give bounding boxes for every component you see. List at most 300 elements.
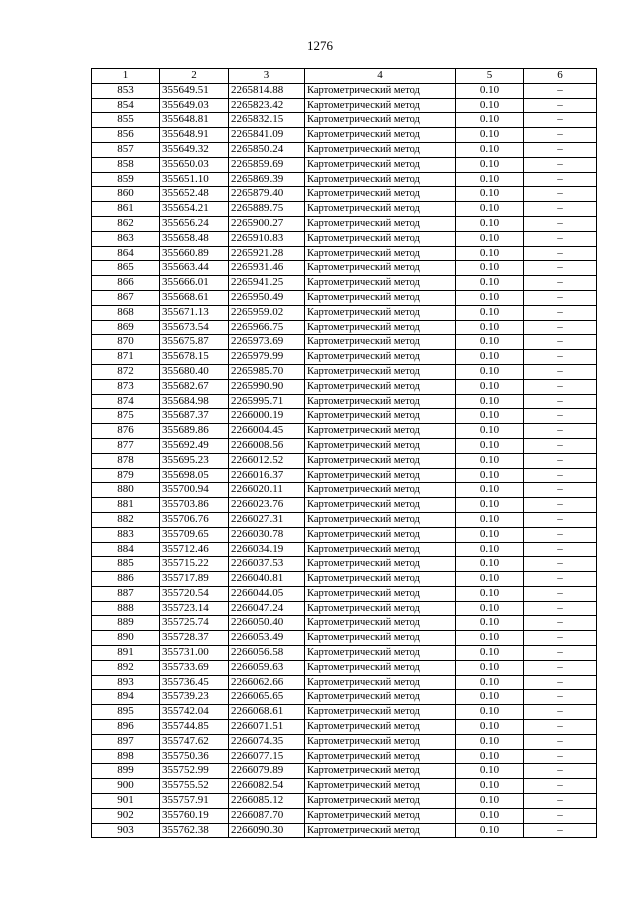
cell-y-coordinate: 2266050.40 (229, 616, 305, 631)
cell-x-coordinate: 355706.76 (160, 512, 229, 527)
cell-x-coordinate: 355660.89 (160, 246, 229, 261)
cell-method: Картометрический метод (305, 527, 456, 542)
cell-x-coordinate: 355731.00 (160, 646, 229, 661)
cell-method: Картометрический метод (305, 675, 456, 690)
table-row (92, 631, 597, 646)
cell-point-number: 889 (92, 616, 160, 631)
cell-method: Картометрический метод (305, 379, 456, 394)
table-row (92, 409, 597, 424)
cell-point-number: 887 (92, 586, 160, 601)
cell-y-coordinate: 2266004.45 (229, 424, 305, 439)
table-row (92, 572, 597, 587)
cell-accuracy: 0.10 (456, 498, 524, 513)
cell-note: – (524, 631, 597, 646)
cell-note: – (524, 379, 597, 394)
cell-point-number: 856 (92, 128, 160, 143)
cell-method: Картометрический метод (305, 734, 456, 749)
cell-accuracy: 0.10 (456, 720, 524, 735)
cell-x-coordinate: 355648.81 (160, 113, 229, 128)
cell-x-coordinate: 355752.99 (160, 764, 229, 779)
cell-y-coordinate: 2266071.51 (229, 720, 305, 735)
cell-method: Картометрический метод (305, 364, 456, 379)
cell-x-coordinate: 355687.37 (160, 409, 229, 424)
cell-note: – (524, 779, 597, 794)
cell-note: – (524, 261, 597, 276)
cell-point-number: 890 (92, 631, 160, 646)
cell-note: – (524, 409, 597, 424)
cell-note: – (524, 172, 597, 187)
cell-y-coordinate: 2265931.46 (229, 261, 305, 276)
cell-x-coordinate: 355649.32 (160, 142, 229, 157)
cell-point-number: 880 (92, 483, 160, 498)
cell-y-coordinate: 2266034.19 (229, 542, 305, 557)
table-row (92, 113, 597, 128)
cell-accuracy: 0.10 (456, 305, 524, 320)
cell-method: Картометрический метод (305, 764, 456, 779)
table-row (92, 764, 597, 779)
cell-accuracy: 0.10 (456, 216, 524, 231)
cell-method: Картометрический метод (305, 276, 456, 291)
cell-y-coordinate: 2266027.31 (229, 512, 305, 527)
cell-accuracy: 0.10 (456, 557, 524, 572)
cell-y-coordinate: 2265889.75 (229, 202, 305, 217)
column-header-6: 6 (524, 69, 597, 84)
cell-accuracy: 0.10 (456, 660, 524, 675)
cell-point-number: 898 (92, 749, 160, 764)
cell-note: – (524, 512, 597, 527)
cell-method: Картометрический метод (305, 586, 456, 601)
cell-y-coordinate: 2265910.83 (229, 231, 305, 246)
cell-x-coordinate: 355728.37 (160, 631, 229, 646)
cell-note: – (524, 764, 597, 779)
table-row (92, 379, 597, 394)
cell-note: – (524, 394, 597, 409)
cell-note: – (524, 586, 597, 601)
cell-note: – (524, 498, 597, 513)
table-row (92, 808, 597, 823)
cell-method: Картометрический метод (305, 646, 456, 661)
cell-y-coordinate: 2266079.89 (229, 764, 305, 779)
cell-accuracy: 0.10 (456, 779, 524, 794)
cell-accuracy: 0.10 (456, 246, 524, 261)
table-row (92, 512, 597, 527)
cell-x-coordinate: 355712.46 (160, 542, 229, 557)
cell-y-coordinate: 2265973.69 (229, 335, 305, 350)
cell-y-coordinate: 2266062.66 (229, 675, 305, 690)
cell-method: Картометрический метод (305, 794, 456, 809)
cell-point-number: 879 (92, 468, 160, 483)
cell-method: Картометрический метод (305, 749, 456, 764)
cell-accuracy: 0.10 (456, 335, 524, 350)
cell-accuracy: 0.10 (456, 83, 524, 98)
table-row (92, 276, 597, 291)
cell-method: Картометрический метод (305, 601, 456, 616)
table-header-row (92, 69, 597, 84)
cell-method: Картометрический метод (305, 438, 456, 453)
cell-point-number: 864 (92, 246, 160, 261)
cell-note: – (524, 83, 597, 98)
cell-x-coordinate: 355698.05 (160, 468, 229, 483)
cell-x-coordinate: 355684.98 (160, 394, 229, 409)
cell-point-number: 863 (92, 231, 160, 246)
column-header-4: 4 (305, 69, 456, 84)
cell-accuracy: 0.10 (456, 512, 524, 527)
cell-x-coordinate: 355725.74 (160, 616, 229, 631)
cell-note: – (524, 290, 597, 305)
cell-point-number: 894 (92, 690, 160, 705)
cell-x-coordinate: 355689.86 (160, 424, 229, 439)
cell-x-coordinate: 355668.61 (160, 290, 229, 305)
cell-point-number: 892 (92, 660, 160, 675)
cell-accuracy: 0.10 (456, 231, 524, 246)
cell-point-number: 899 (92, 764, 160, 779)
table-row (92, 231, 597, 246)
cell-accuracy: 0.10 (456, 438, 524, 453)
cell-point-number: 885 (92, 557, 160, 572)
cell-note: – (524, 305, 597, 320)
cell-point-number: 900 (92, 779, 160, 794)
table-row (92, 335, 597, 350)
cell-y-coordinate: 2265832.15 (229, 113, 305, 128)
cell-note: – (524, 675, 597, 690)
cell-accuracy: 0.10 (456, 128, 524, 143)
cell-y-coordinate: 2266053.49 (229, 631, 305, 646)
cell-note: – (524, 794, 597, 809)
cell-x-coordinate: 355678.15 (160, 350, 229, 365)
cell-accuracy: 0.10 (456, 276, 524, 291)
cell-x-coordinate: 355652.48 (160, 187, 229, 202)
cell-method: Картометрический метод (305, 557, 456, 572)
cell-method: Картометрический метод (305, 424, 456, 439)
cell-y-coordinate: 2265900.27 (229, 216, 305, 231)
cell-note: – (524, 557, 597, 572)
table-row (92, 675, 597, 690)
table-row (92, 468, 597, 483)
table-row (92, 823, 597, 838)
cell-note: – (524, 320, 597, 335)
cell-accuracy: 0.10 (456, 675, 524, 690)
cell-x-coordinate: 355680.40 (160, 364, 229, 379)
cell-accuracy: 0.10 (456, 690, 524, 705)
column-header-2: 2 (160, 69, 229, 84)
cell-y-coordinate: 2265990.90 (229, 379, 305, 394)
cell-x-coordinate: 355739.23 (160, 690, 229, 705)
cell-note: – (524, 157, 597, 172)
cell-method: Картометрический метод (305, 690, 456, 705)
cell-x-coordinate: 355700.94 (160, 483, 229, 498)
cell-point-number: 876 (92, 424, 160, 439)
cell-note: – (524, 276, 597, 291)
cell-note: – (524, 483, 597, 498)
cell-y-coordinate: 2265985.70 (229, 364, 305, 379)
table-row (92, 320, 597, 335)
table-row (92, 246, 597, 261)
table-row (92, 364, 597, 379)
cell-y-coordinate: 2266023.76 (229, 498, 305, 513)
cell-note: – (524, 572, 597, 587)
cell-point-number: 870 (92, 335, 160, 350)
cell-y-coordinate: 2266047.24 (229, 601, 305, 616)
cell-y-coordinate: 2265859.69 (229, 157, 305, 172)
cell-accuracy: 0.10 (456, 586, 524, 601)
cell-note: – (524, 660, 597, 675)
table-row (92, 172, 597, 187)
table-row (92, 483, 597, 498)
cell-point-number: 860 (92, 187, 160, 202)
cell-note: – (524, 424, 597, 439)
cell-y-coordinate: 2266020.11 (229, 483, 305, 498)
cell-point-number: 902 (92, 808, 160, 823)
table-row (92, 128, 597, 143)
cell-note: – (524, 646, 597, 661)
cell-note: – (524, 128, 597, 143)
cell-method: Картометрический метод (305, 142, 456, 157)
cell-y-coordinate: 2265941.25 (229, 276, 305, 291)
cell-note: – (524, 468, 597, 483)
cell-y-coordinate: 2265869.39 (229, 172, 305, 187)
cell-x-coordinate: 355717.89 (160, 572, 229, 587)
cell-accuracy: 0.10 (456, 187, 524, 202)
cell-x-coordinate: 355656.24 (160, 216, 229, 231)
cell-note: – (524, 690, 597, 705)
cell-method: Картометрический метод (305, 335, 456, 350)
cell-accuracy: 0.10 (456, 379, 524, 394)
cell-method: Картометрический метод (305, 631, 456, 646)
table-row (92, 187, 597, 202)
cell-point-number: 886 (92, 572, 160, 587)
cell-method: Картометрический метод (305, 216, 456, 231)
cell-method: Картометрический метод (305, 202, 456, 217)
table-row (92, 305, 597, 320)
cell-accuracy: 0.10 (456, 290, 524, 305)
cell-point-number: 875 (92, 409, 160, 424)
cell-method: Картометрический метод (305, 98, 456, 113)
table-row (92, 705, 597, 720)
cell-method: Картометрический метод (305, 409, 456, 424)
cell-x-coordinate: 355750.36 (160, 749, 229, 764)
page-number: 1276 (307, 38, 333, 53)
table-row (92, 527, 597, 542)
cell-x-coordinate: 355682.67 (160, 379, 229, 394)
cell-method: Картометрический метод (305, 172, 456, 187)
table-row (92, 794, 597, 809)
cell-y-coordinate: 2266000.19 (229, 409, 305, 424)
table-row (92, 202, 597, 217)
cell-point-number: 874 (92, 394, 160, 409)
cell-x-coordinate: 355648.91 (160, 128, 229, 143)
cell-accuracy: 0.10 (456, 749, 524, 764)
cell-note: – (524, 808, 597, 823)
cell-point-number: 893 (92, 675, 160, 690)
cell-x-coordinate: 355649.51 (160, 83, 229, 98)
cell-y-coordinate: 2266056.58 (229, 646, 305, 661)
cell-accuracy: 0.10 (456, 394, 524, 409)
cell-point-number: 855 (92, 113, 160, 128)
cell-y-coordinate: 2266082.54 (229, 779, 305, 794)
cell-x-coordinate: 355695.23 (160, 453, 229, 468)
cell-point-number: 869 (92, 320, 160, 335)
cell-note: – (524, 453, 597, 468)
cell-method: Картометрический метод (305, 246, 456, 261)
cell-method: Картометрический метод (305, 483, 456, 498)
cell-y-coordinate: 2266077.15 (229, 749, 305, 764)
cell-point-number: 896 (92, 720, 160, 735)
cell-accuracy: 0.10 (456, 453, 524, 468)
table-row (92, 749, 597, 764)
cell-y-coordinate: 2266012.52 (229, 453, 305, 468)
cell-y-coordinate: 2266090.30 (229, 823, 305, 838)
cell-y-coordinate: 2266085.12 (229, 794, 305, 809)
cell-y-coordinate: 2265879.40 (229, 187, 305, 202)
table-row (92, 646, 597, 661)
table-row (92, 720, 597, 735)
table-row (92, 157, 597, 172)
cell-point-number: 883 (92, 527, 160, 542)
cell-x-coordinate: 355709.65 (160, 527, 229, 542)
cell-accuracy: 0.10 (456, 113, 524, 128)
cell-method: Картометрический метод (305, 394, 456, 409)
table-row (92, 557, 597, 572)
cell-x-coordinate: 355673.54 (160, 320, 229, 335)
cell-accuracy: 0.10 (456, 350, 524, 365)
table-row (92, 438, 597, 453)
cell-accuracy: 0.10 (456, 424, 524, 439)
cell-note: – (524, 350, 597, 365)
cell-x-coordinate: 355675.87 (160, 335, 229, 350)
cell-method: Картометрический метод (305, 468, 456, 483)
cell-method: Картометрический метод (305, 261, 456, 276)
cell-accuracy: 0.10 (456, 527, 524, 542)
cell-accuracy: 0.10 (456, 764, 524, 779)
cell-x-coordinate: 355650.03 (160, 157, 229, 172)
cell-method: Картометрический метод (305, 823, 456, 838)
cell-note: – (524, 749, 597, 764)
cell-method: Картометрический метод (305, 498, 456, 513)
cell-note: – (524, 231, 597, 246)
cell-point-number: 871 (92, 350, 160, 365)
table-row (92, 142, 597, 157)
table-row (92, 98, 597, 113)
cell-y-coordinate: 2266087.70 (229, 808, 305, 823)
cell-note: – (524, 216, 597, 231)
cell-accuracy: 0.10 (456, 202, 524, 217)
cell-point-number: 868 (92, 305, 160, 320)
cell-point-number: 903 (92, 823, 160, 838)
cell-point-number: 862 (92, 216, 160, 231)
cell-method: Картометрический метод (305, 453, 456, 468)
cell-point-number: 873 (92, 379, 160, 394)
coordinates-table (91, 68, 597, 838)
cell-accuracy: 0.10 (456, 409, 524, 424)
column-header-3: 3 (229, 69, 305, 84)
cell-method: Картометрический метод (305, 542, 456, 557)
cell-point-number: 857 (92, 142, 160, 157)
cell-accuracy: 0.10 (456, 157, 524, 172)
cell-accuracy: 0.10 (456, 616, 524, 631)
cell-y-coordinate: 2266059.63 (229, 660, 305, 675)
table-row (92, 616, 597, 631)
cell-note: – (524, 601, 597, 616)
cell-method: Картометрический метод (305, 660, 456, 675)
cell-accuracy: 0.10 (456, 261, 524, 276)
cell-point-number: 895 (92, 705, 160, 720)
cell-accuracy: 0.10 (456, 468, 524, 483)
table-row (92, 216, 597, 231)
cell-x-coordinate: 355649.03 (160, 98, 229, 113)
cell-accuracy: 0.10 (456, 601, 524, 616)
cell-accuracy: 0.10 (456, 542, 524, 557)
cell-point-number: 859 (92, 172, 160, 187)
cell-point-number: 897 (92, 734, 160, 749)
cell-x-coordinate: 355720.54 (160, 586, 229, 601)
cell-accuracy: 0.10 (456, 646, 524, 661)
cell-note: – (524, 616, 597, 631)
cell-y-coordinate: 2265995.71 (229, 394, 305, 409)
cell-note: – (524, 335, 597, 350)
cell-x-coordinate: 355663.44 (160, 261, 229, 276)
table-row (92, 498, 597, 513)
cell-point-number: 865 (92, 261, 160, 276)
cell-y-coordinate: 2265841.09 (229, 128, 305, 143)
cell-method: Картометрический метод (305, 157, 456, 172)
cell-point-number: 877 (92, 438, 160, 453)
cell-point-number: 853 (92, 83, 160, 98)
cell-note: – (524, 364, 597, 379)
cell-x-coordinate: 355666.01 (160, 276, 229, 291)
cell-x-coordinate: 355760.19 (160, 808, 229, 823)
column-header-1: 1 (92, 69, 160, 84)
cell-accuracy: 0.10 (456, 572, 524, 587)
cell-method: Картометрический метод (305, 720, 456, 735)
cell-method: Картометрический метод (305, 808, 456, 823)
cell-method: Картометрический метод (305, 512, 456, 527)
cell-x-coordinate: 355651.10 (160, 172, 229, 187)
cell-note: – (524, 202, 597, 217)
cell-y-coordinate: 2266016.37 (229, 468, 305, 483)
cell-y-coordinate: 2265979.99 (229, 350, 305, 365)
cell-method: Картометрический метод (305, 705, 456, 720)
cell-y-coordinate: 2266037.53 (229, 557, 305, 572)
cell-point-number: 872 (92, 364, 160, 379)
table-row (92, 350, 597, 365)
cell-method: Картометрический метод (305, 231, 456, 246)
cell-point-number: 866 (92, 276, 160, 291)
cell-x-coordinate: 355658.48 (160, 231, 229, 246)
cell-accuracy: 0.10 (456, 734, 524, 749)
table-body (92, 83, 597, 838)
table-row (92, 394, 597, 409)
cell-method: Картометрический метод (305, 83, 456, 98)
cell-y-coordinate: 2265850.24 (229, 142, 305, 157)
cell-y-coordinate: 2265966.75 (229, 320, 305, 335)
cell-y-coordinate: 2266008.56 (229, 438, 305, 453)
cell-method: Картометрический метод (305, 187, 456, 202)
cell-point-number: 861 (92, 202, 160, 217)
cell-note: – (524, 527, 597, 542)
cell-note: – (524, 438, 597, 453)
cell-point-number: 884 (92, 542, 160, 557)
table-row (92, 586, 597, 601)
cell-accuracy: 0.10 (456, 98, 524, 113)
table-row (92, 601, 597, 616)
table-row (92, 261, 597, 276)
cell-point-number: 858 (92, 157, 160, 172)
cell-x-coordinate: 355755.52 (160, 779, 229, 794)
cell-x-coordinate: 355744.85 (160, 720, 229, 735)
cell-y-coordinate: 2265823.42 (229, 98, 305, 113)
cell-note: – (524, 98, 597, 113)
cell-method: Картометрический метод (305, 616, 456, 631)
